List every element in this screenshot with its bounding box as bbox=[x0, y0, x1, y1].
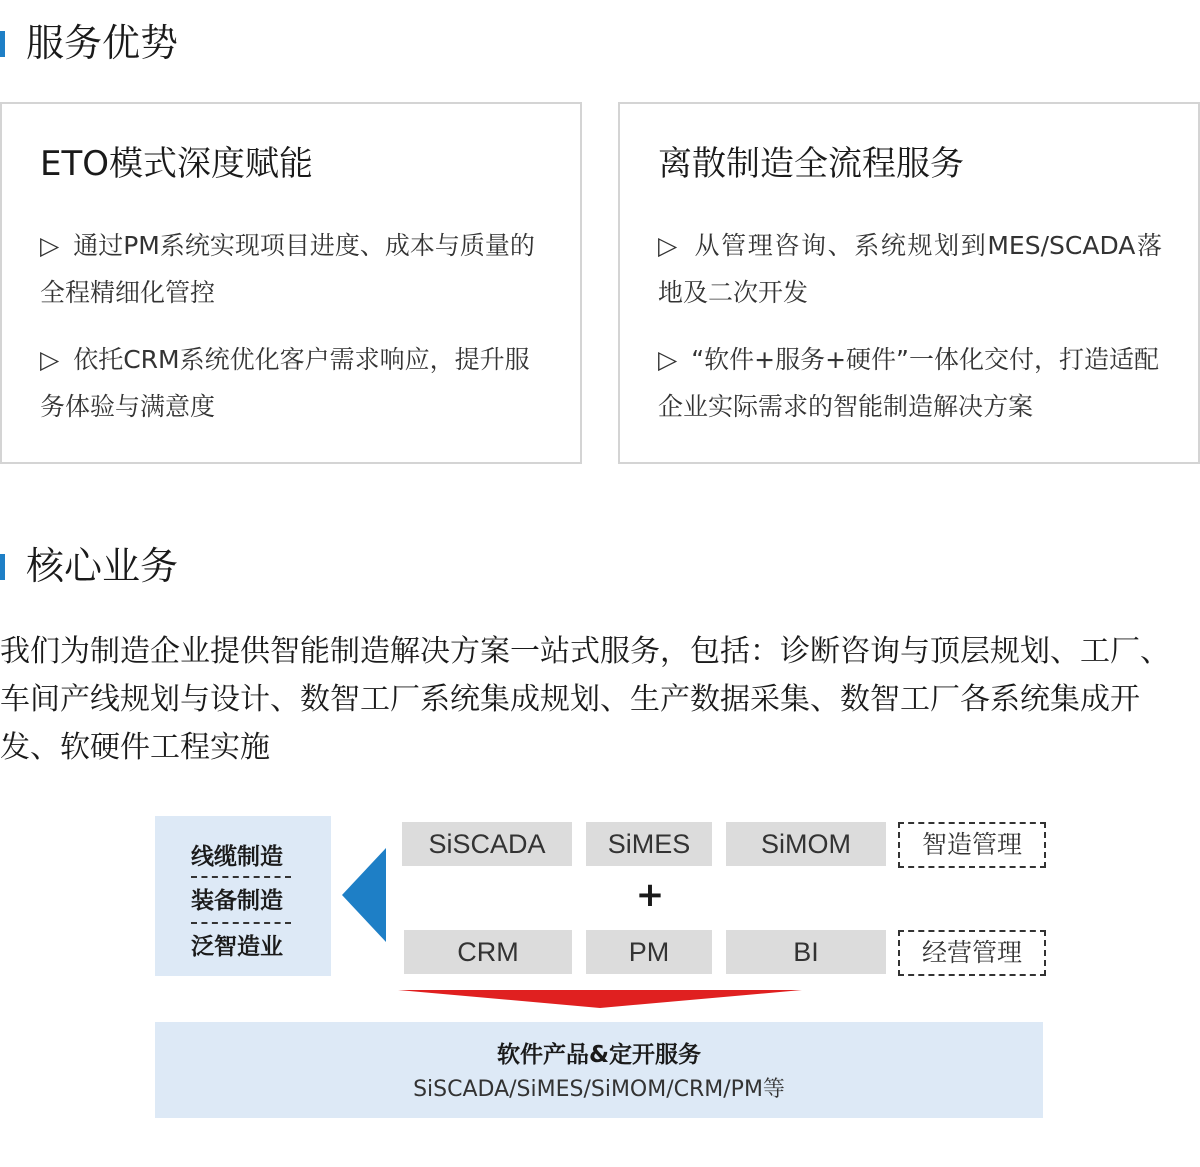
output-box bbox=[155, 1022, 1043, 1118]
triangle-bullet-icon: ▷ bbox=[40, 231, 60, 260]
heading-accent-bar bbox=[0, 554, 5, 580]
section-heading-core-business bbox=[0, 543, 178, 589]
card-bullet bbox=[658, 222, 1162, 316]
industry-label: 线缆制造 bbox=[191, 844, 283, 870]
heading-text: 核心业务 bbox=[26, 544, 179, 588]
bullet-text: 通过PM系统实现项目进度、成本与质量的全程精细化管控 bbox=[40, 231, 535, 307]
card-bullet bbox=[40, 222, 544, 316]
dashed-divider bbox=[191, 876, 291, 878]
down-arrow-icon bbox=[398, 990, 802, 1008]
output-title: 软件产品&定开服务 bbox=[496, 1042, 702, 1068]
group-label-box: 经营管理 bbox=[898, 930, 1046, 976]
triangle-bullet-icon: ▷ bbox=[40, 345, 60, 374]
triangle-bullet-icon: ▷ bbox=[658, 231, 679, 260]
card-bullet bbox=[40, 336, 544, 430]
dashed-divider bbox=[191, 922, 291, 924]
product-box: CRM bbox=[404, 930, 572, 974]
core-business-intro: 我们为制造企业提供智能制造解决方案一站式服务，包括：诊断咨询与顶层规划、工厂、车间产线规划与设计、数智工厂系统集成规划、生产数据采集、数智工厂各系统集成开发、软硬件工程实施 bbox=[0, 634, 1170, 765]
left-pointing-arrow-icon bbox=[342, 848, 386, 942]
plus-icon: + bbox=[635, 875, 665, 915]
industry-panel bbox=[155, 816, 331, 976]
bullet-text: 依托CRM系统优化客户需求响应，提升服务体验与满意度 bbox=[40, 345, 530, 421]
industry-label: 装备制造 bbox=[191, 888, 283, 914]
section-heading-service-advantages bbox=[0, 20, 178, 66]
output-subtitle: SiSCADA/SiMES/SiMOM/CRM/PM等 bbox=[413, 1077, 785, 1102]
product-box: SiMES bbox=[586, 822, 712, 866]
product-box: SiSCADA bbox=[402, 822, 572, 866]
advantage-card-discrete bbox=[618, 102, 1200, 464]
card-bullet bbox=[658, 336, 1162, 430]
heading-text: 服务优势 bbox=[26, 21, 179, 65]
product-box: SiMOM bbox=[726, 822, 886, 866]
bullet-text: “软件+服务+硬件”一体化交付，打造适配企业实际需求的智能制造解决方案 bbox=[658, 345, 1159, 421]
bullet-text: 从管理咨询、系统规划到MES/SCADA落地及二次开发 bbox=[658, 231, 1162, 307]
group-label-box: 智造管理 bbox=[898, 822, 1046, 868]
product-box: PM bbox=[586, 930, 712, 974]
heading-accent-bar bbox=[0, 31, 5, 57]
industry-label: 泛智造业 bbox=[191, 934, 283, 960]
product-box: BI bbox=[726, 930, 886, 974]
advantage-card-eto bbox=[0, 102, 582, 464]
card-title: ETO模式深度赋能 bbox=[40, 144, 314, 184]
triangle-bullet-icon: ▷ bbox=[658, 345, 678, 374]
card-title: 离散制造全流程服务 bbox=[658, 144, 964, 184]
